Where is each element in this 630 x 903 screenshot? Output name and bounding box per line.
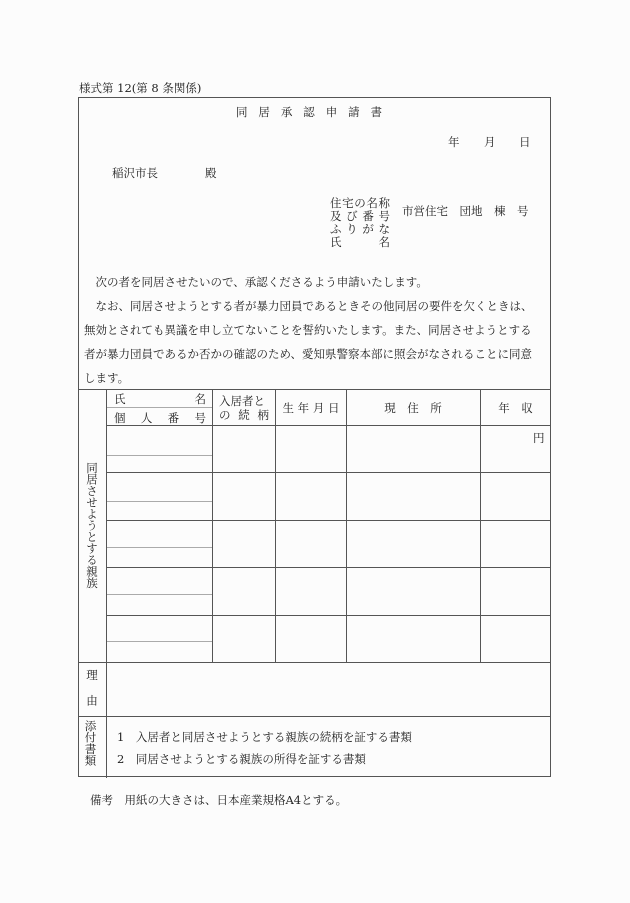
column-border xyxy=(346,389,347,662)
reason-bottom-border xyxy=(78,716,551,717)
header-birthdate: 生 年 月 日 xyxy=(282,401,340,415)
header-personal-number: 個 人 番 号 xyxy=(114,411,206,425)
honorific: 殿 xyxy=(205,166,217,180)
row-sub-divider xyxy=(106,501,212,502)
yen-unit: 円 xyxy=(533,431,545,445)
applicant-housing-value: 市営住宅 団地 棟 号 xyxy=(402,204,529,218)
reason-field[interactable] xyxy=(107,663,551,716)
applicant-label-name: 氏 名 xyxy=(330,235,390,249)
attachment-item-1: 1 入居者と同居させようとする親族の続柄を証する書類 xyxy=(117,730,412,744)
paragraph-line-1: 次の者を同居させたいので、承認くださるよう申請いたします。 xyxy=(84,275,428,289)
paragraph-line-5: します。 xyxy=(84,371,130,385)
date-month-label: 月 xyxy=(484,135,496,149)
header-divider xyxy=(106,407,212,408)
applicant-label-housing-name: 住 宅 の 名 称 xyxy=(330,196,390,210)
paragraph-line-3: 無効とされても異議を申し立てないことを誓約いたします。また、同居させようとする xyxy=(84,323,532,337)
applicant-labels xyxy=(330,197,390,249)
header-address: 現 住 所 xyxy=(384,401,442,415)
row-border xyxy=(106,472,551,473)
date-day-label: 日 xyxy=(519,135,531,149)
column-border xyxy=(275,389,276,662)
addressee: 稲沢市長 xyxy=(112,166,158,180)
row-sub-divider xyxy=(106,641,212,642)
remarks-note: 備考 用紙の大きさは、日本産業規格A4とする。 xyxy=(90,793,348,807)
column-border xyxy=(480,389,481,662)
column-border xyxy=(212,389,213,662)
applicant-label-number: 及 び 番 号 xyxy=(330,209,390,223)
header-name: 氏 名 xyxy=(114,392,206,406)
header-income: 年 収 xyxy=(498,401,533,415)
paragraph-line-2: なお、同居させようとする者が暴力団員であるときその他同居の要件を欠くときは、 xyxy=(84,299,533,313)
applicant-label-furigana: ふ り が な xyxy=(330,222,390,236)
label-column-border xyxy=(106,389,107,778)
row-border xyxy=(106,567,551,568)
document-title: 同居承認申請書 xyxy=(236,105,393,119)
row-border xyxy=(106,615,551,616)
attachments-label: 添付書類 xyxy=(83,720,98,766)
relatives-side-label: 同居させようとする親族 xyxy=(85,462,99,589)
form-number-label: 様式第 12(第 8 条関係) xyxy=(79,81,202,95)
header-relationship-line1: 入居者と xyxy=(219,394,265,408)
attachment-item-2: 2 同居させようとする親族の所得を証する書類 xyxy=(117,752,366,766)
date-year-label: 年 xyxy=(448,135,460,149)
reason-label: 理由 xyxy=(85,669,99,720)
row-sub-divider xyxy=(106,455,212,456)
paragraph-line-4: 者が暴力団員であるか否かの確認のため、愛知県警察本部に照会がなされることに同意 xyxy=(84,347,533,361)
row-sub-divider xyxy=(106,547,212,548)
row-border xyxy=(106,520,551,521)
row-sub-divider xyxy=(106,594,212,595)
header-relationship-line2: の 続 柄 xyxy=(219,408,269,422)
